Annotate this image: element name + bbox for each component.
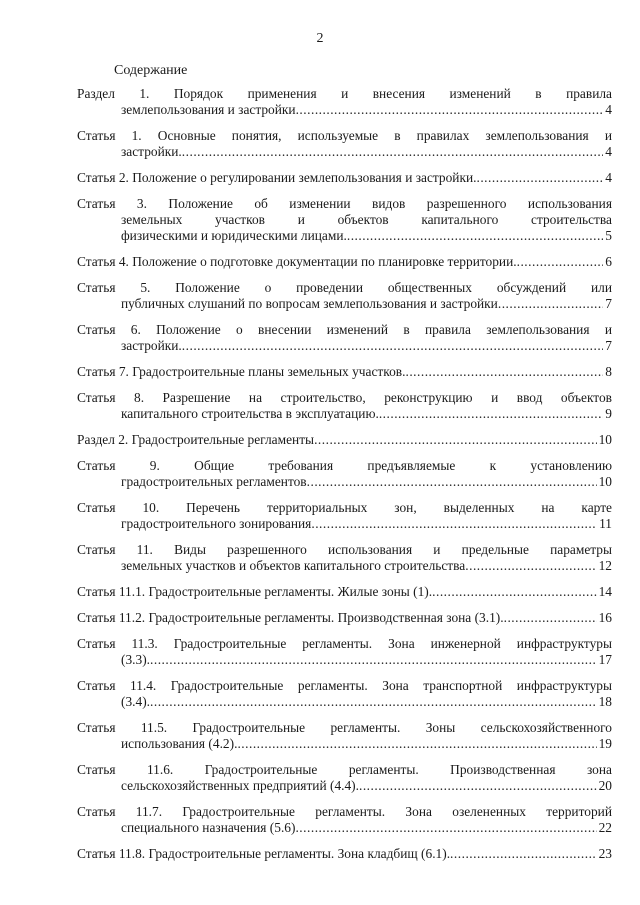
- toc-entry-page-number: 8: [605, 364, 612, 379]
- dot-leader: [296, 102, 604, 118]
- dot-leader: [150, 694, 597, 710]
- toc-entry-page-number: 16: [598, 610, 612, 625]
- toc-entry[interactable]: [77, 542, 612, 574]
- toc-entry[interactable]: [77, 636, 612, 668]
- toc-entry-line: Статья 11. Виды разрешенного использования и предельные параметры: [77, 542, 612, 557]
- toc-entry-line: Статья 4. Положение о подготовке документации по планировке территории.: [77, 254, 517, 269]
- toc-entry-line: градостроительных регламентов: [121, 474, 307, 489]
- dot-leader: [517, 254, 604, 270]
- toc-entry-page-number: 7: [605, 338, 612, 353]
- toc-entry-line: Статья 9. Общие требования предъявляемые к установлению: [77, 458, 612, 473]
- toc-entry-line: Статья 2. Положение о регулировании землепользования и застройки.: [77, 170, 477, 185]
- toc-entry-line: градостроительного зонирования: [121, 516, 312, 531]
- toc-entry-page-number: 5: [605, 228, 612, 243]
- toc-entry-page-number: 14: [598, 584, 612, 599]
- dot-leader: [405, 364, 603, 380]
- toc-entry-page-number: 10: [598, 474, 612, 489]
- dot-leader: [498, 296, 603, 312]
- toc-entry[interactable]: [77, 170, 612, 186]
- dot-leader: [182, 144, 604, 160]
- toc-entry-line: Статья 11.3. Градостроительные регламенты. Зона инженерной инфраструктуры: [77, 636, 612, 651]
- toc-entry[interactable]: [77, 458, 612, 490]
- toc-entry-page-number: 12: [598, 558, 612, 573]
- dot-leader: [150, 652, 597, 668]
- dot-leader: [504, 610, 597, 626]
- toc-entry-line: Статья 10. Перечень территориальных зон, выделенных на карте: [77, 500, 612, 515]
- toc-entry[interactable]: [77, 678, 612, 710]
- dot-leader: [450, 846, 597, 862]
- toc-entry-line: Статья 1. Основные понятия, используемые в правилах землепользования и: [77, 128, 612, 143]
- toc-entry-line: (3.4).: [121, 694, 151, 709]
- toc-entry-line: Статья 11.8. Градостроительные регламенты. Зона кладбищ (6.1).: [77, 846, 451, 861]
- toc-entry-line: Статья 8. Разрешение на строительство, реконструкцию и ввод объектов: [77, 390, 612, 405]
- dot-leader: [295, 820, 596, 836]
- toc-entry-line: использования (4.2).: [121, 736, 238, 751]
- toc-entry[interactable]: [77, 500, 612, 532]
- toc-entry-line: (3.3).: [121, 652, 151, 667]
- page-number: 2: [316, 31, 324, 46]
- toc-entry[interactable]: [77, 804, 612, 836]
- toc-entry[interactable]: [77, 584, 612, 600]
- toc-entry-line: Статья 11.6. Градостроительные регламенты. Производственная зона: [77, 762, 612, 777]
- dot-leader: [432, 584, 596, 600]
- toc-entry-page-number: 4: [605, 102, 612, 117]
- toc-entry-line: Статья 7. Градостроительные планы земельных участков.: [77, 364, 406, 379]
- toc-entry[interactable]: [77, 254, 612, 270]
- dot-leader: [314, 432, 597, 448]
- toc-entry-line: Статья 5. Положение о проведении общественных обсуждений или: [77, 280, 612, 295]
- toc-entry-line: Раздел 2. Градостроительные регламенты: [77, 432, 315, 447]
- toc-entry-line: Статья 3. Положение об изменении видов разрешенного использования: [77, 196, 612, 211]
- toc-entry[interactable]: [77, 762, 612, 794]
- toc-entry-page-number: 9: [605, 406, 612, 421]
- dot-leader: [237, 736, 596, 752]
- dot-leader: [465, 558, 596, 574]
- toc-entry-page-number: 4: [605, 144, 612, 159]
- table-of-contents: [77, 86, 612, 872]
- toc-entry-page-number: 20: [598, 778, 612, 793]
- dot-leader: [359, 778, 597, 794]
- toc-entry-page-number: 10: [598, 432, 612, 447]
- toc-entry-line: Статья 11.4. Градостроительные регламенты. Зона транспортной инфраструктуры: [77, 678, 612, 693]
- toc-entry-line: Статья 11.2. Градостроительные регламенты. Производственная зона (3.1).: [77, 610, 504, 625]
- toc-entry[interactable]: [77, 390, 612, 422]
- toc-entry-line: Статья 11.1. Градостроительные регламенты. Жилые зоны (1).: [77, 584, 433, 599]
- toc-entry[interactable]: [77, 280, 612, 312]
- toc-entry-line: застройки.: [121, 338, 182, 353]
- toc-entry-line: застройки.: [121, 144, 182, 159]
- toc-entry-line: специального назначения (5.6): [121, 820, 296, 835]
- toc-entry[interactable]: [77, 364, 612, 380]
- toc-title: Содержание: [114, 63, 188, 78]
- toc-entry-page-number: 19: [598, 736, 612, 751]
- toc-entry-page-number: 18: [598, 694, 612, 709]
- toc-entry[interactable]: [77, 86, 612, 118]
- toc-entry-line: физическими и юридическими лицами.: [121, 228, 347, 243]
- toc-entry[interactable]: [77, 846, 612, 862]
- toc-entry-line: Статья 11.7. Градостроительные регламенты. Зона озелененных территорий: [77, 804, 612, 819]
- toc-entry-line: Раздел 1. Порядок применения и внесения изменений в правила: [77, 86, 612, 101]
- toc-entry-line: земельных участков и объектов капитального строительства: [121, 212, 612, 227]
- toc-entry-page-number: 6: [605, 254, 612, 269]
- toc-entry-page-number: 7: [605, 296, 612, 311]
- dot-leader: [476, 170, 603, 186]
- toc-entry-line: земельных участков и объектов капитального строительства: [121, 558, 466, 573]
- toc-entry[interactable]: [77, 720, 612, 752]
- toc-entry[interactable]: [77, 128, 612, 160]
- dot-leader: [379, 406, 603, 422]
- dot-leader: [311, 516, 597, 532]
- toc-entry-page-number: 17: [598, 652, 612, 667]
- toc-entry-page-number: 4: [605, 170, 612, 185]
- toc-entry[interactable]: [77, 322, 612, 354]
- dot-leader: [307, 474, 597, 490]
- toc-entry-line: публичных слушаний по вопросам землепользования и застройки: [121, 296, 498, 311]
- toc-entry-line: сельскохозяйственных предприятий (4.4).: [121, 778, 359, 793]
- toc-entry[interactable]: [77, 610, 612, 626]
- toc-entry-line: Статья 11.5. Градостроительные регламенты. Зоны сельскохозяйственного: [77, 720, 612, 735]
- toc-entry-page-number: 23: [598, 846, 612, 861]
- toc-entry[interactable]: [77, 432, 612, 448]
- dot-leader: [347, 228, 603, 244]
- toc-entry-line: Статья 6. Положение о внесении изменений в правила землепользования и: [77, 322, 612, 337]
- toc-entry-line: капитального строительства в эксплуатацию.: [121, 406, 379, 421]
- toc-entry-page-number: 22: [598, 820, 612, 835]
- dot-leader: [182, 338, 604, 354]
- toc-entry-line: землепользования и застройки: [121, 102, 296, 117]
- toc-entry[interactable]: [77, 196, 612, 244]
- toc-entry-page-number: 11: [599, 516, 612, 531]
